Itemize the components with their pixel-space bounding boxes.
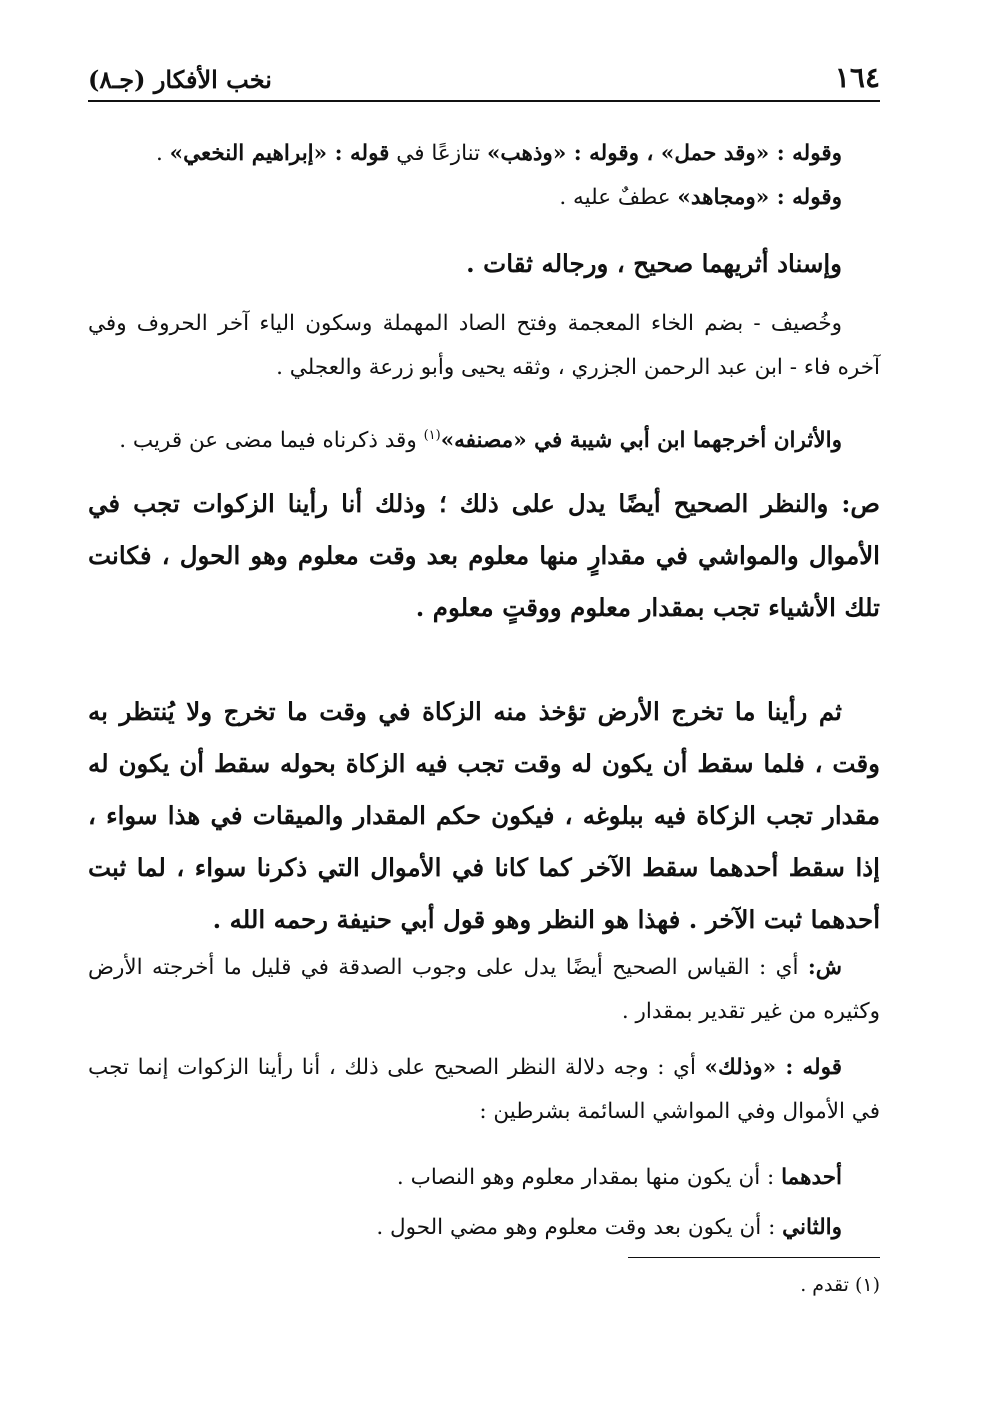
book-page [88,50,880,1296]
footnote: (١) تقدم . [800,1274,880,1296]
text: وقد ذكرناه فيما مضى عن قريب . [119,428,424,454]
text: عطفٌ عليه . [559,185,678,210]
paragraph-commentary-2 [88,176,880,220]
paragraph-takhrij [88,414,880,463]
bold-text: والثاني [782,1215,842,1240]
quoted-phrase: قوله : «إبراهيم النخعي» [169,141,390,166]
page-header [88,50,880,102]
text: تنازعًا في [389,141,487,166]
paragraph-isnad-grading: وإسناد أثريهما صحيح ، ورجاله ثقات . [466,249,842,278]
text: أي : وجه دلالة النظر الصحيح على ذلك ، أنا رأينا الزكوات إنما تجب في الأموال وفي المواشي السائمة بشرطين : [88,1055,880,1124]
bold-text: ، وقوله : [566,141,661,166]
paragraph-matn-1: ص: والنظر الصحيح أيضًا يدل على ذلك ؛ وذلك أنا رأينا الزكوات تجب في الأموال والمواشي في مقدارٍ منها معلوم بعد وقت معلوم وهو الحول ، فكانت تلك الأشياء تجب بمقدار معلوم ووقتٍ معلوم . [88,489,880,622]
text: . [155,141,170,166]
footnote-marker: (١) [423,428,441,443]
text: أي : القياس الصحيح أيضًا يدل على وجوب الصدقة في قليل ما أخرجته الأرض وكثيره من غير تقدير بمقدار . [88,955,880,1024]
paragraph-matn-2: ثم رأينا ما تخرج الأرض تؤخذ منه الزكاة في وقت ما تخرج ولا يُنتظر به وقت ، فلما سقط أن يكون له وقت تجب فيه الزكاة بحوله سقط أن يكون له مقدار تجب الزكاة فيه ببلوغه ، فيكون حكم المقدار والميقات في هذا سواء ، إذا سقط أحدهما سقط الآخر كما كانا في الأموال التي ذكرنا سواء ، لما ثبت أحدهما ثبت الآخر . فهذا هو النظر وهو قول أبي حنيفة رحمه الله . [88,697,880,934]
page-number: ١٦٤ [834,61,880,94]
footnote-divider [628,1257,880,1258]
sharh-marker: ش: [807,955,842,980]
text: : أن يكون بعد وقت معلوم وهو مضي الحول . [376,1215,783,1240]
paragraph-commentary-1 [88,132,880,176]
quoted-phrase: «وقد حمل» [660,141,770,166]
bold-text: أحدهما [781,1165,842,1190]
quoted-phrase: قوله : «وذلك» [704,1055,842,1080]
bold-text: والأثران أخرجهما ابن أبي شيبة في «مصنفه» [440,428,842,454]
text: : أن يكون منها بمقدار معلوم وهو النصاب . [396,1165,782,1190]
quoted-phrase: «وذهب» [486,141,567,166]
paragraph-sharh-1 [88,946,880,1034]
paragraph-condition-1 [88,1156,880,1200]
bold-text: وقوله : [769,141,842,166]
paragraph-sharh-2 [88,1046,880,1134]
paragraph-narrator-note: وخُصيف - بضم الخاء المعجمة وفتح الصاد المهملة وسكون الياء آخر الحروف وفي آخره فاء - ابن عبد الرحمن الجزري ، وثقه يحيى وأبو زرعة والعجلي . [88,311,880,380]
quoted-phrase: وقوله : «ومجاهد» [677,185,842,210]
paragraph-condition-2 [88,1206,880,1250]
book-title: نخب الأفكار (جـ٨) [88,65,272,94]
